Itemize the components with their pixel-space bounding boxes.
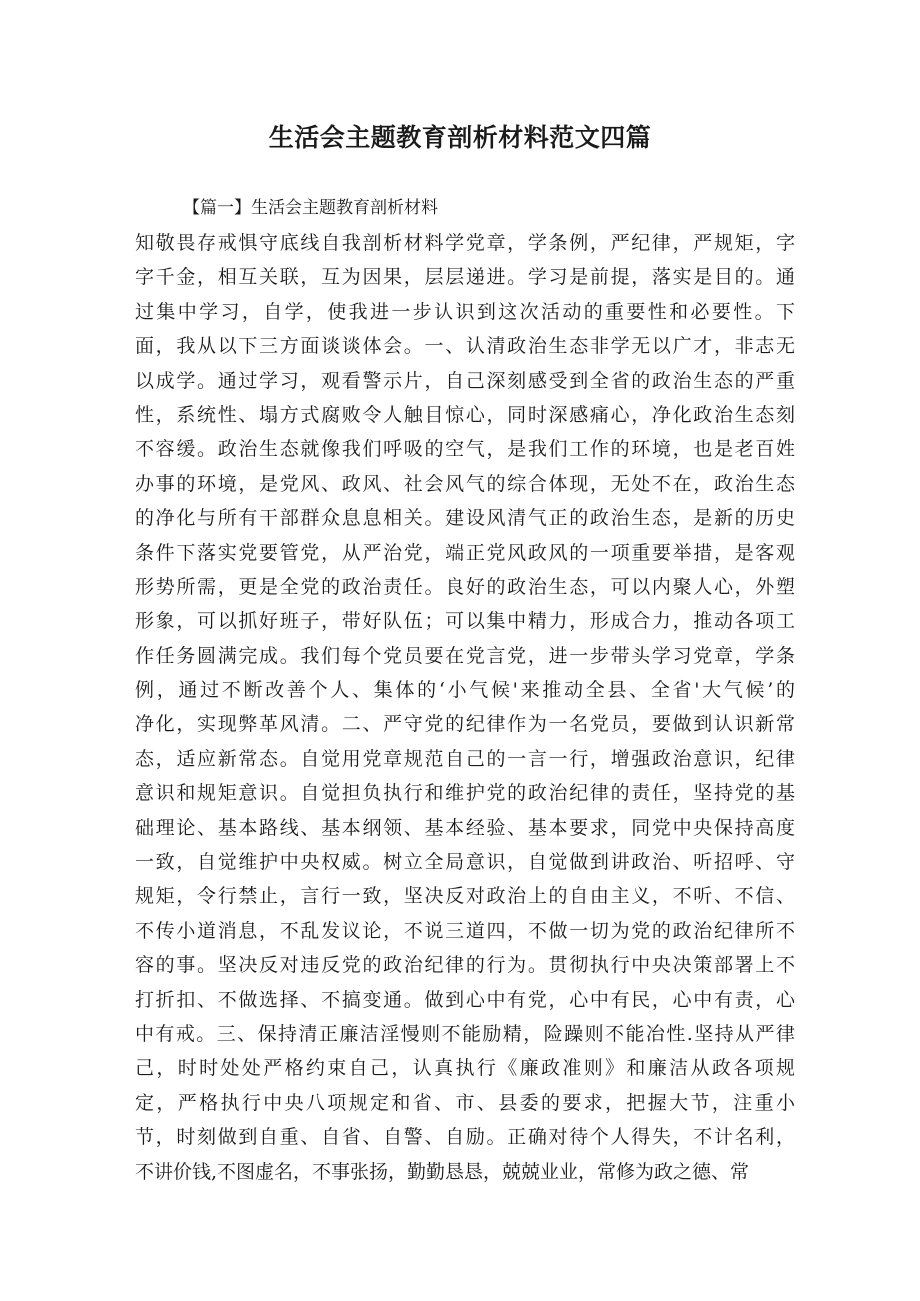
text-line: 以成学。通过学习，观看警示片，自己深刻感受到全省的政治生态的严重 <box>135 369 795 392</box>
document-title: 生活会主题教育剖析材料范文四篇 <box>268 123 652 152</box>
text-line: 打折扣、不做选择、不搞变通。做到心中有党，心中有民，心中有责，心 <box>135 988 795 1011</box>
text-line: 面，我从以下三方面谈谈体会。一、认清政治生态非学无以广才，非志无 <box>135 335 795 358</box>
text-line: 净化，实现弊革风清。二、严守党的纪律作为一名党员，要做到认识新常 <box>135 713 795 736</box>
text-line: 己，时时处处严格约束自己，认真执行《廉政准则》和廉洁从政各项规 <box>135 1057 795 1080</box>
text-line: 定，严格执行中央八项规定和省、市、县委的要求，把握大节，注重小 <box>135 1091 795 1114</box>
text-line: 节，时刻做到自重、自省、自警、自励。正确对待个人得失，不计名利， <box>135 1126 795 1149</box>
text-line: 础理论、基本路线、基本纲领、基本经验、基本要求，同党中央保持高度 <box>135 816 795 839</box>
text-line: 办事的环境，是党风、政风、社会风气的综合体现，无处不在，政治生态 <box>135 472 795 495</box>
text-line: 态，适应新常态。自觉用党章规范自己的一言一行，增强政治意识，纪律 <box>135 747 795 770</box>
text-line: 不容缓。政治生态就像我们呼吸的空气，是我们工作的环境，也是老百姓 <box>135 438 795 461</box>
text-line: 一致，自觉维护中央权威。树立全局意识，自觉做到讲政治、听招呼、守 <box>135 851 795 874</box>
text-line: 中有戒。三、保持清正廉洁淫慢则不能励精，险躁则不能冶性.坚持从严律 <box>135 1022 795 1045</box>
text-line: 性，系统性、塌方式腐败令人触目惊心，同时深感痛心，净化政治生态刻 <box>135 403 795 426</box>
text-line: 字千金，相互关联，互为因果，层层递进。学习是前提，落实是目的。通 <box>135 266 795 289</box>
text-line: 不传小道消息，不乱发议论，不说三道四，不做一切为党的政治纪律所不 <box>135 919 795 942</box>
text-line: 不讲价钱,不图虚名，不事张扬，勤勤恳恳，兢兢业业，常修为政之德、常 <box>135 1160 750 1183</box>
text-line: 形象，可以抓好班子，带好队伍；可以集中精力，形成合力，推动各项工 <box>135 610 795 633</box>
text-line: 知敬畏存戒惧守底线自我剖析材料学党章，学条例，严纪律，严规矩，字 <box>135 232 795 254</box>
text-line: 规矩，令行禁止，言行一致，坚决反对政治上的自由主义，不听、不信、 <box>135 885 795 908</box>
text-line: 例，通过不断改善个人、集体的‘小气候'来推动全县、全省'大气候’的 <box>135 679 795 702</box>
text-line: 形势所需，更是全党的政治责任。良好的政治生态，可以内聚人心，外塑 <box>135 575 795 598</box>
body-text <box>135 226 795 1189</box>
text-line: 意识和规矩意识。自觉担负执行和维护党的政治纪律的责任，坚持党的基 <box>135 782 795 805</box>
text-line: 条件下落实党要管党，从严治党，端正党风政风的一项重要举措，是客观 <box>135 541 795 564</box>
text-line: 过集中学习，自学，使我进一步认识到这次活动的重要性和必要性。下 <box>135 300 795 323</box>
text-line: 作任务圆满完成。我们每个党员要在党言党，进一步带头学习党章，学条 <box>135 644 795 667</box>
text-line: 的净化与所有干部群众息息相关。建设风清气正的政治生态，是新的历史 <box>135 507 795 530</box>
section-heading: 【篇一】生活会主题教育剖析材料 <box>183 198 438 218</box>
text-line: 容的事。坚决反对违反党的政治纪律的行为。贯彻执行中央决策部署上不 <box>135 954 795 977</box>
